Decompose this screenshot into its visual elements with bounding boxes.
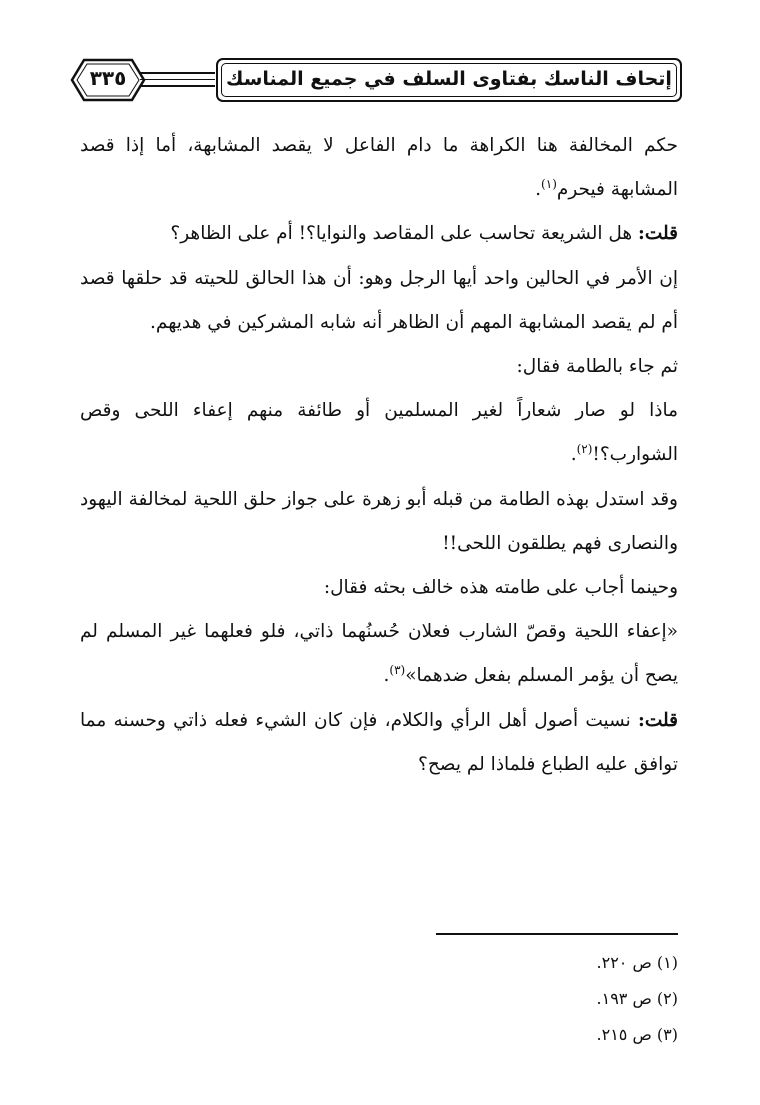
qult-label: قلت: bbox=[638, 709, 678, 731]
qult-label: قلت: bbox=[638, 223, 678, 245]
footnote-3: (٣) ص ٢١٥. bbox=[596, 1025, 678, 1044]
page-number: ٣٣٥ bbox=[89, 66, 127, 90]
footnote-2: (٢) ص ١٩٣. bbox=[596, 989, 678, 1008]
paragraph-4: ثم جاء بالطامة فقال: bbox=[516, 356, 678, 378]
paragraph-8: «إعفاء اللحية وقصّ الشارب فعلان حُسنُهما ذاتي، فلو فعلهما غير المسلم لم يصح أن يؤمر المسلم بفعل ضدهما»$^{(٣)}$. bbox=[80, 621, 678, 687]
page-header bbox=[70, 58, 682, 108]
paragraph-1: حكم المخالفة هنا الكراهة ما دام الفاعل لا يقصد المشابهة، أما إذا قصد المشابهة فيحرم$^{(١)}$. bbox=[80, 135, 678, 201]
paragraph-5: ماذا لو صار شعاراً لغير المسلمين أو طائفة منهم إعفاء اللحى وقص الشوارب؟!$^{(٢)}$. bbox=[80, 400, 678, 466]
paragraph-2: قلت: هل الشريعة تحاسب على المقاصد والنوايا؟! أم على الظاهر؟ bbox=[170, 223, 678, 245]
footnote-ref-3: (٣) bbox=[389, 663, 406, 678]
book-title: إتحاف الناسك بفتاوى السلف في جميع المناسك bbox=[226, 68, 672, 90]
page-number-badge bbox=[70, 58, 146, 102]
paragraph-9: قلت: نسيت أصول أهل الرأي والكلام، فإن كان الشيء فعله ذاتي وحسنه مما توافق عليه الطباع فلماذا لم يصح؟ bbox=[80, 709, 678, 775]
footnote-ref-2: (٢) bbox=[576, 442, 593, 457]
footnote-ref-1: (١) bbox=[541, 177, 557, 192]
footnote-separator bbox=[436, 933, 678, 935]
paragraph-3: إن الأمر في الحالين واحد أيها الرجل وهو: أن هذا الحالق للحيته قد حلقها قصد أم لم يقصد المشابهة المهم أن الظاهر أنه شابه المشركين في هديهم. bbox=[80, 267, 678, 333]
paragraph-7: وحينما أجاب على طامته هذه خالف بحثه فقال: bbox=[323, 577, 678, 599]
paragraph-6: وقد استدل بهذه الطامة من قبله أبو زهرة على جواز حلق اللحية لمخالفة اليهود والنصارى فهم يطلقون اللحى!! bbox=[80, 488, 678, 554]
header-rule-lines bbox=[140, 72, 215, 92]
footnote-1: (١) ص ٢٢٠. bbox=[596, 953, 678, 972]
main-text bbox=[80, 124, 678, 787]
book-title-frame bbox=[216, 58, 682, 102]
footnotes bbox=[378, 945, 678, 1053]
